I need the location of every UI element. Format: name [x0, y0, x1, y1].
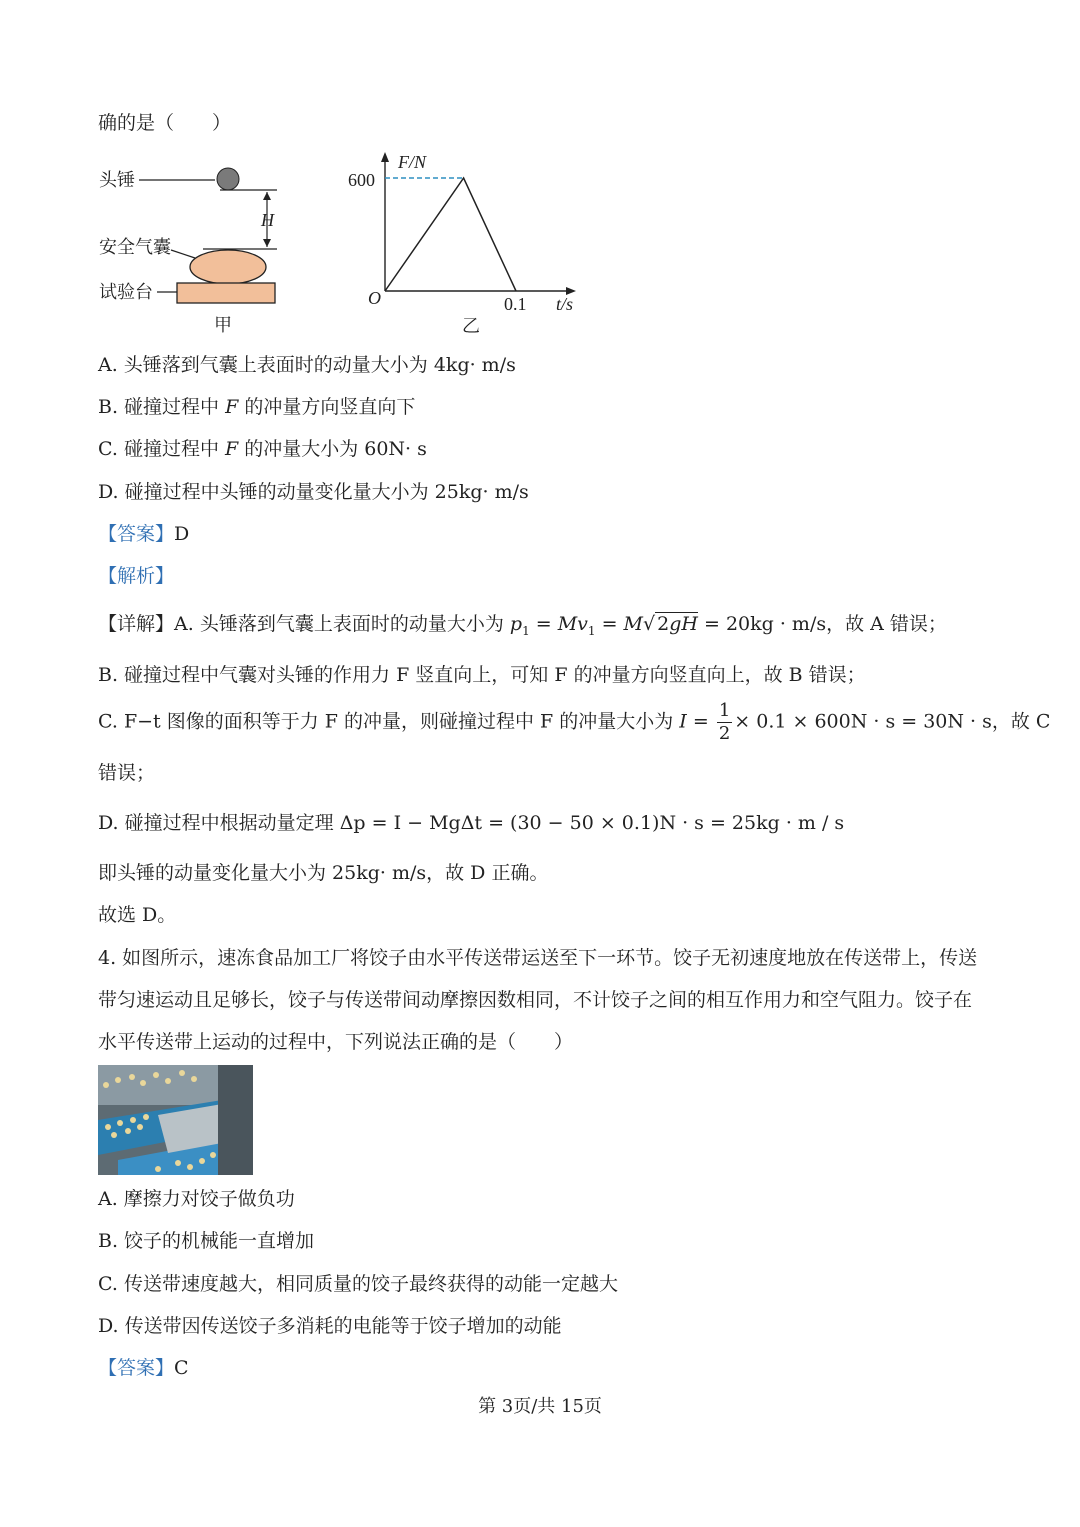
hammer-ball: [217, 168, 239, 190]
airbag: [190, 250, 266, 284]
force-time-graph: [340, 148, 590, 340]
q3-conclusion: 故选 D。: [98, 904, 177, 926]
q4-option-c: C. 传送带速度越大，相同质量的饺子最终获得的动能一定越大: [98, 1273, 618, 1295]
y-axis-label: F/N: [398, 152, 427, 172]
label-airbag: 安全气囊: [99, 237, 171, 257]
page-footer: 第 3页/共 15页: [478, 1396, 602, 1417]
caption-jia: 甲: [214, 315, 232, 335]
q3-option-a: A. 头锤落到气囊上表面时的动量大小为 4kg· m/s: [98, 354, 516, 376]
label-hammer: 头锤: [99, 170, 135, 190]
question-intro: 确的是（ ）: [98, 112, 232, 134]
q3-option-b: B. 碰撞过程中 F 的冲量方向竖直向下: [98, 396, 416, 418]
conveyor-belt-photo: [98, 1065, 253, 1175]
y-axis-arrow: [381, 152, 389, 162]
label-H: H: [261, 210, 274, 230]
q4-answer: 【答案】C: [98, 1357, 189, 1379]
q3-detail-d: D. 碰撞过程中根据动量定理 Δp = I − MgΔt = (30 − 50 × 0.1)N · s = 25kg · m / s: [98, 812, 845, 834]
q4-stem-line3: 水平传送带上运动的过程中，下列说法正确的是（ ）: [98, 1031, 574, 1053]
q3-detail-c: C. F−t 图像的面积等于力 F 的冲量，则碰撞过程中 F 的冲量大小为 I = $\frac{1}{2}$ × 0.1 × 600N · s = 30N · s，故 C: [98, 700, 1051, 744]
x-tick-label: 0.1: [504, 294, 527, 314]
q4-option-d: D. 传送带因传送饺子多消耗的电能等于饺子增加的动能: [98, 1315, 562, 1337]
figure-apparatus: [95, 155, 295, 340]
q3-option-d: D. 碰撞过程中头锤的动量变化量大小为 25kg· m/s: [98, 481, 529, 503]
test-platform: [177, 283, 275, 303]
q3-answer: 【答案】D: [98, 523, 190, 545]
force-series-line: [385, 178, 516, 291]
y-tick-label: 600: [348, 170, 375, 190]
origin-label: O: [368, 288, 381, 308]
caption-yi: 乙: [462, 316, 480, 336]
q3-detail-c-line2: 错误；: [98, 762, 156, 784]
q3-detail-b: B. 碰撞过程中气囊对头锤的作用力 F 竖直向上，可知 F 的冲量方向竖直向上，故 B 错误；: [98, 664, 866, 686]
label-platform: 试验台: [99, 282, 153, 302]
q3-detail-a: 【详解】A. 头锤落到气囊上表面时的动量大小为 $p_1 = Mv_1 = M√$ 2gH = 20kg · m/s，故 A 错误；: [98, 613, 947, 638]
q4-stem-line1: 4. 如图所示，速冻食品加工厂将饺子由水平传送带运送至下一环节。饺子无初速度地放在传送带上，传送: [98, 947, 978, 969]
q3-detail-d-line2: 即头锤的动量变化量大小为 25kg· m/s，故 D 正确。: [98, 862, 549, 884]
q4-stem-line2: 带匀速运动且足够长，饺子与传送带间动摩擦因数相同，不计饺子之间的相互作用力和空气阻力。饺子在: [98, 989, 973, 1011]
q3-analysis-heading: 【解析】: [98, 565, 175, 587]
x-axis-label: t/s: [556, 294, 574, 314]
q3-option-c: C. 碰撞过程中 F 的冲量大小为 60N· s: [98, 438, 427, 460]
q4-option-b: B. 饺子的机械能一直增加: [98, 1230, 315, 1252]
q4-option-a: A. 摩擦力对饺子做负功: [98, 1188, 295, 1210]
